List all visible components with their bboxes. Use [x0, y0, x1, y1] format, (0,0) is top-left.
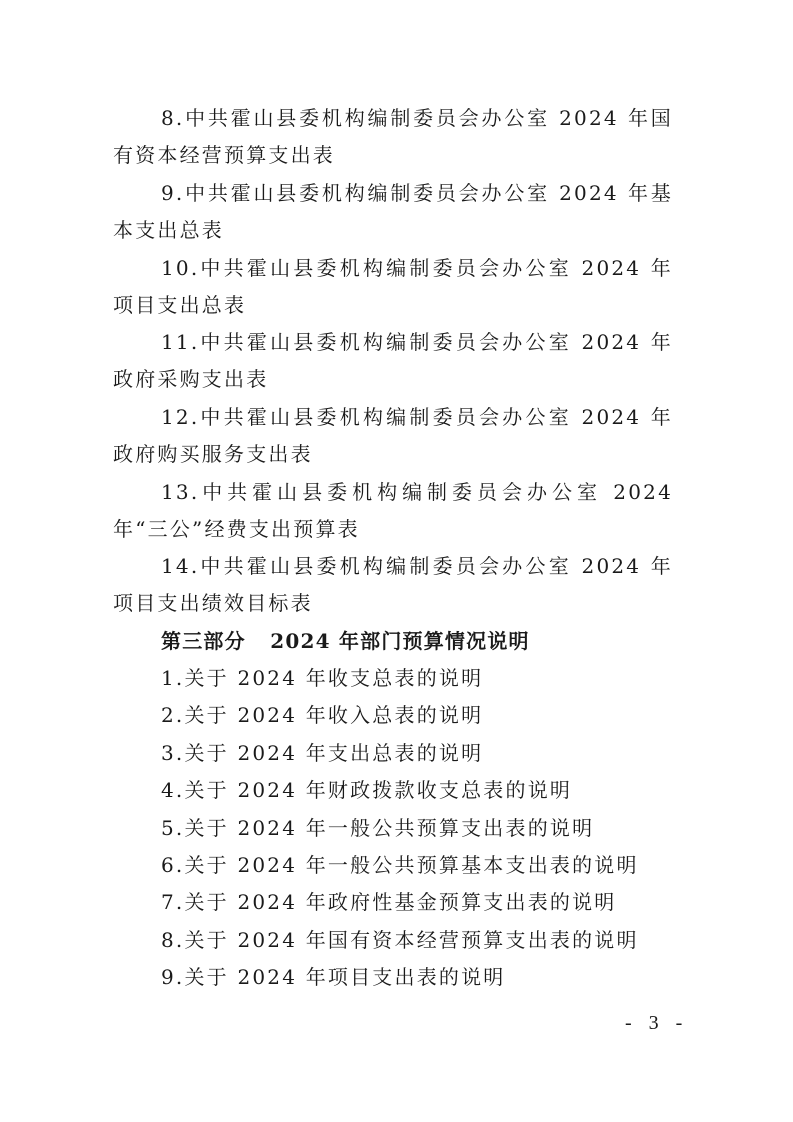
- explanation-item-2: 2.关于 2024 年收入总表的说明: [161, 703, 484, 727]
- toc-entry-8: 8.中共霍山县委机构编制委员会办公室 2024 年国有资本经营预算支出表: [113, 106, 673, 167]
- explanation-item-3: 3.关于 2024 年支出总表的说明: [161, 741, 484, 765]
- explanation-item-6: 6.关于 2024 年一般公共预算基本支出表的说明: [161, 853, 639, 877]
- toc-entry-10: 10.中共霍山县委机构编制委员会办公室 2024 年项目支出总表: [113, 256, 673, 317]
- toc-entry-13: 13.中共霍山县委机构编制委员会办公室 2024 年“三公”经费支出预算表: [113, 480, 673, 541]
- toc-entry-9: 9.中共霍山县委机构编制委员会办公室 2024 年基本支出总表: [113, 181, 673, 242]
- explanation-item-7: 7.关于 2024 年政府性基金预算支出表的说明: [161, 890, 617, 914]
- page-number: - 3 -: [625, 1012, 689, 1034]
- explanation-item-8: 8.关于 2024 年国有资本经营预算支出表的说明: [161, 928, 639, 952]
- explanation-item-5: 5.关于 2024 年一般公共预算支出表的说明: [161, 816, 595, 840]
- explanation-item-4: 4.关于 2024 年财政拨款收支总表的说明: [161, 778, 573, 802]
- section-heading: 第三部分 2024 年部门预算情况说明: [161, 629, 530, 653]
- explanation-item-1: 1.关于 2024 年收支总表的说明: [161, 666, 484, 690]
- toc-entry-14: 14.中共霍山县委机构编制委员会办公室 2024 年项目支出绩效目标表: [113, 554, 673, 615]
- explanation-item-9: 9.关于 2024 年项目支出表的说明: [161, 965, 506, 989]
- toc-entry-12: 12.中共霍山县委机构编制委员会办公室 2024 年政府购买服务支出表: [113, 405, 673, 466]
- toc-entry-11: 11.中共霍山县委机构编制委员会办公室 2024 年政府采购支出表: [113, 330, 673, 391]
